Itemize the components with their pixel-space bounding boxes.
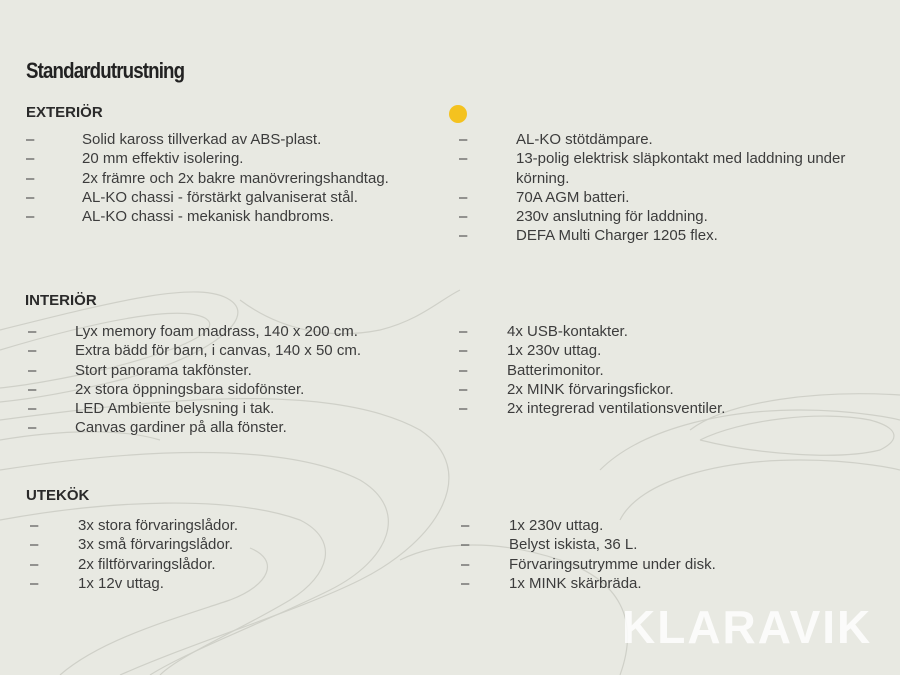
section-heading-exterior: EXTERIÖR [26,104,103,121]
list-item: – 1x 230v uttag. [461,517,604,534]
section-heading-interior: INTERIÖR [25,292,97,309]
list-item: – 2x stora öppningsbara sidofönster. [28,380,305,398]
list-item: – 70A AGM batteri. [459,188,630,206]
interior-list-right [459,322,879,418]
list-item: – 1x 230v uttag. [459,342,602,360]
outdoor-kitchen-list-right [461,516,881,593]
list-item: – DEFA Multi Charger 1205 flex. [459,227,718,245]
list-item: – 1x 12v uttag. [30,574,164,592]
list-item: – Solid kaross tillverkad av ABS-plast. [26,131,322,148]
list-item: – Batterimonitor. [459,361,604,379]
list-item: – LED Ambiente belysning i tak. [28,400,275,418]
outdoor-kitchen-list-left [30,516,450,593]
list-item: – Belyst iskista, 36 L. [461,536,638,554]
list-item: – Extra bädd för barn, i canvas, 140 x 50 cm. [28,342,361,360]
list-item: – AL-KO stötdämpare. [459,131,653,148]
list-item: – 20 mm effektiv isolering. [26,150,244,168]
accent-dot [449,105,467,123]
list-item: – Stort panorama takfönster. [28,361,252,379]
list-item: – 2x MINK förvaringsfickor. [459,380,674,398]
exterior-list-right [459,130,891,246]
list-item: – 1x MINK skärbräda. [461,574,642,592]
page-title: Standardutrustning [26,58,185,83]
list-item: – AL-KO chassi - mekanisk handbroms. [26,208,334,226]
list-item: – 13-polig elektrisk släpkontakt med laddning under körning. [459,150,846,187]
list-item: – 3x små förvaringslådor. [30,536,234,554]
list-item: – 2x integrerad ventilationsventiler. [459,400,726,418]
exterior-list-left [26,130,446,226]
list-item: – Lyx memory foam madrass, 140 x 200 cm. [28,323,358,340]
list-item: – 3x stora förvaringslådor. [30,517,239,534]
list-item: – AL-KO chassi - förstärkt galvaniserat stål. [26,188,358,206]
list-item: – 230v anslutning för laddning. [459,208,708,226]
list-item: – Canvas gardiner på alla fönster. [28,419,287,437]
list-item: – 2x främre och 2x bakre manövreringshandtag. [26,169,389,187]
list-item: – 2x filtförvaringslådor. [30,555,216,573]
interior-list-left [28,322,448,438]
list-item: – Förvaringsutrymme under disk. [461,555,716,573]
brand-logo: KLARAVIK [622,601,873,653]
section-heading-outdoor-kitchen: UTEKÖK [26,487,90,504]
list-item: – 4x USB-kontakter. [459,323,628,340]
